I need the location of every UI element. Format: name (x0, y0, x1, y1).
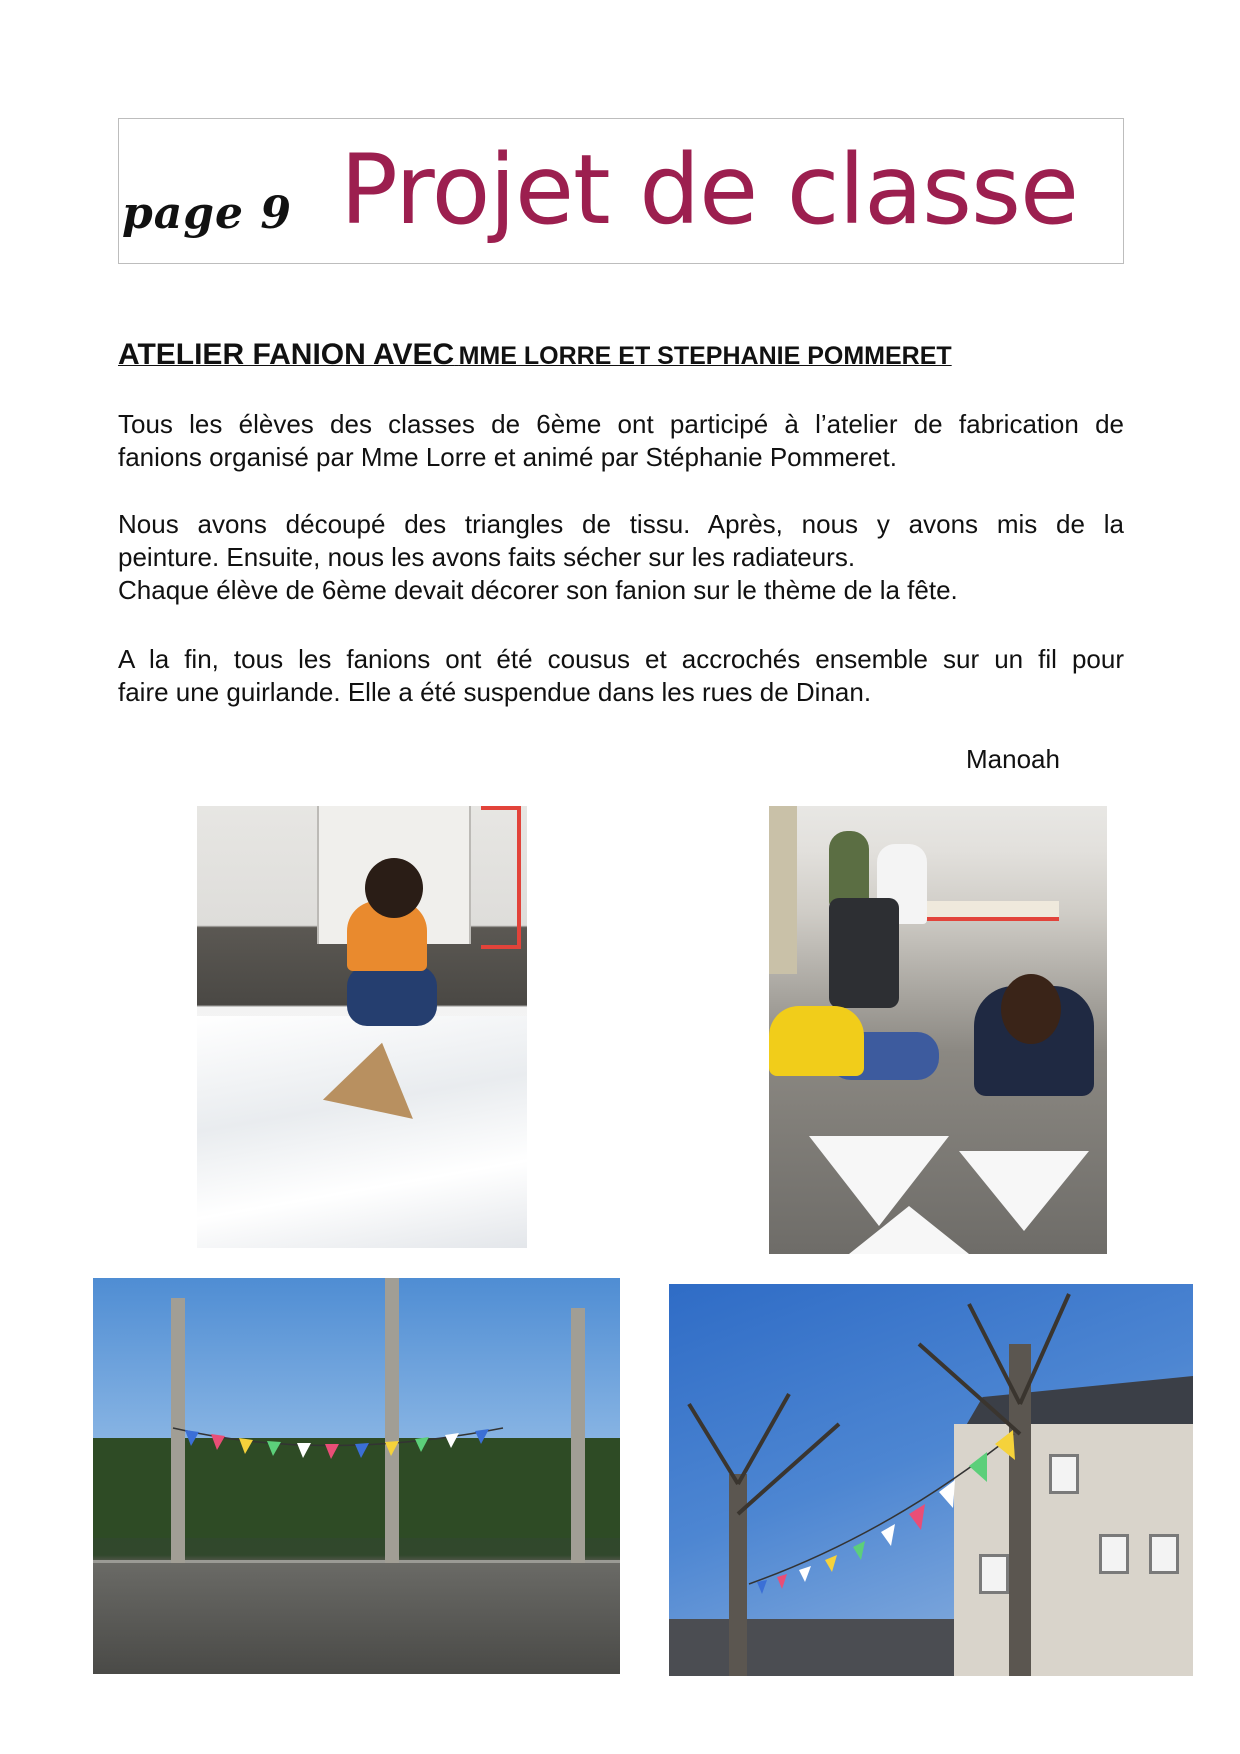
photo-child-head (365, 858, 423, 918)
paragraph-2 (118, 508, 1124, 607)
paragraph-line: Chaque élève de 6ème devait décorer son fanion sur le thème de la fête. (118, 575, 958, 605)
photo-classroom-workshop (769, 806, 1107, 1254)
article-heading-main: ATELIER FANION AVEC (118, 338, 455, 371)
photo-student-hair (1001, 974, 1061, 1044)
paragraph-line: peinture. Ensuite, nous les avons faits sécher sur les radiateurs. (118, 542, 856, 572)
paragraph-3 (118, 643, 1124, 709)
photo-desk (919, 901, 1059, 921)
article-heading (118, 338, 952, 372)
photo-student (769, 1006, 864, 1076)
paragraph-line: Nous avons découpé des triangles de tissu. Après, nous y avons mis de la (118, 509, 1124, 539)
paragraph-line: A la fin, tous les fanions ont été cousus et accrochés ensemble sur un fil pour (118, 644, 1124, 674)
article-heading-sub: MME LORRE ET STEPHANIE POMMERET (458, 342, 952, 370)
paragraph-line: Tous les élèves des classes de 6ème ont participé à l’atelier de fabrication de (118, 409, 1124, 439)
photo-garland (669, 1284, 1193, 1676)
photo-garland-building (669, 1284, 1193, 1676)
paragraph-line: fanions organisé par Mme Lorre et animé par Stéphanie Pommeret. (118, 442, 897, 472)
photo-boy-cutting-fabric (197, 806, 527, 1248)
photo-garland-flags (185, 1429, 489, 1459)
photo-student (829, 831, 869, 906)
page-title: Projet de classe (340, 134, 1079, 246)
paragraph-1 (118, 408, 1124, 474)
photo-garland-street (93, 1278, 620, 1674)
photo-pillar (769, 806, 797, 974)
photo-jacket (829, 898, 899, 1008)
photo-garland-flags (757, 1430, 1015, 1594)
page-number-label: page 9 (122, 188, 292, 239)
author-signature: Manoah (966, 744, 1060, 774)
photo-paper-triangle (959, 1151, 1089, 1231)
photo-red-chair (481, 806, 521, 949)
photo-garland (93, 1278, 620, 1674)
photo-paper-triangle (849, 1206, 969, 1254)
photo-child-legs (347, 966, 437, 1026)
paragraph-line: faire une guirlande. Elle a été suspendue dans les rues de Dinan. (118, 677, 872, 707)
